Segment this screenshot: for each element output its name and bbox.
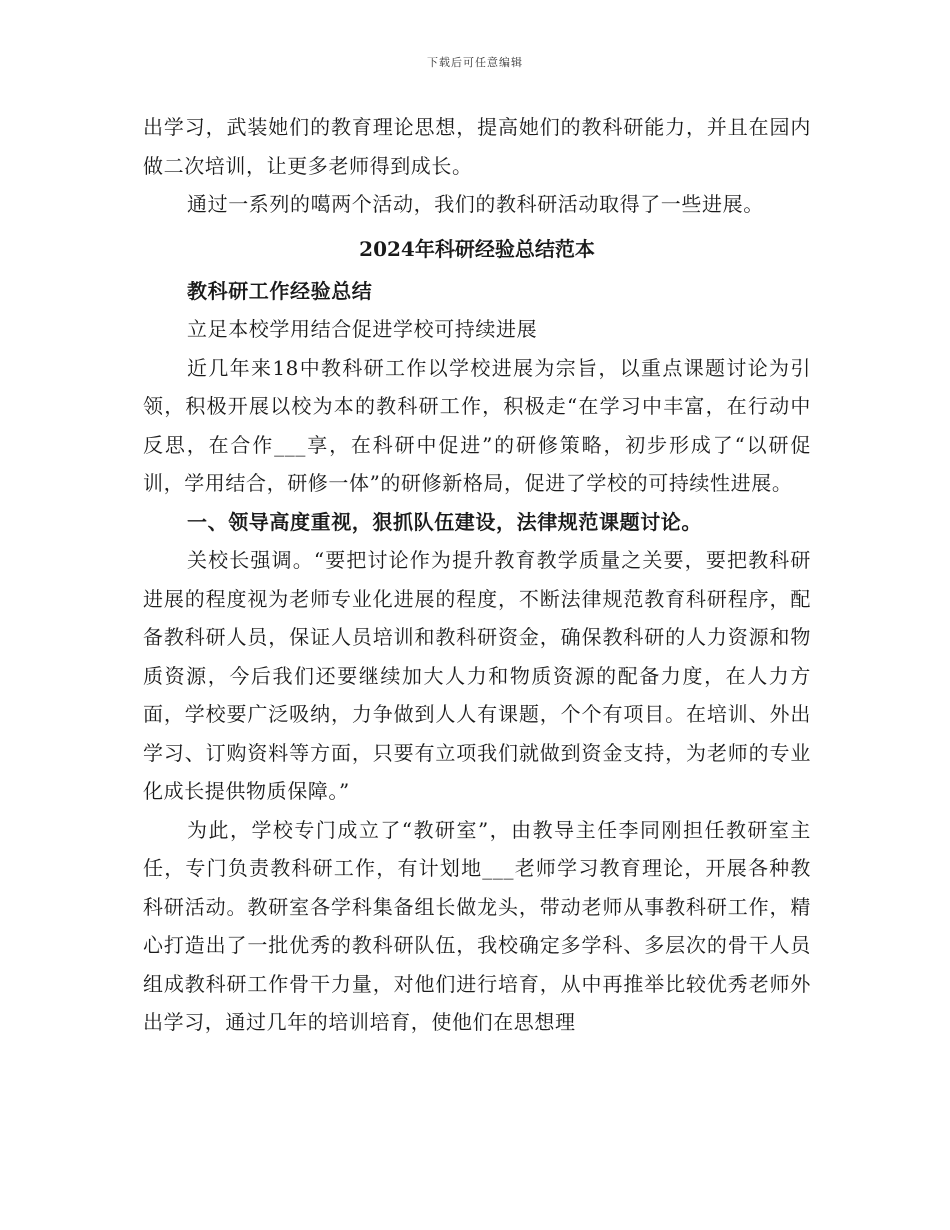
paragraph-intro: 近几年来18中教科研工作以学校进展为宗旨，以重点课题讨论为引领，积极开展以校为本的教科研工作，积极走“在学习中丰富，在行动中反思，在合作___享，在科研中促进”的研修策略，初步形成了“以研促训，学用结合，研修一体”的研修新格局，促进了学校的可持续性进展。 — [143, 355, 811, 495]
page-header-note: 下载后可任意编辑 — [427, 56, 523, 69]
theme-line: 立足本校学用结合促进学校可持续进展 — [187, 317, 538, 341]
section-heading-1: 一、领导高度重视，狠抓队伍建设，法律规范课题讨论。 — [187, 509, 702, 534]
paragraph-activities: 通过一系列的噶两个活动，我们的教科研活动取得了一些进展。 — [187, 192, 764, 216]
document-title: 2024年科研经验总结范本 — [359, 236, 595, 261]
section-subtitle: 教科研工作经验总结 — [187, 278, 373, 303]
document-body — [143, 108, 811, 1042]
paragraph-continued: 出学习，武装她们的教育理论思想，提高她们的教科研能力，并且在园内做二次培训，让更多老师得到成长。 — [143, 115, 811, 178]
paragraph-research-office: 为此，学校专门成立了“教研室”，由教导主任李同刚担任教研室主任，专门负责教科研工作，有计划地___老师学习教育理论，开展各种教科研活动。教研室各学科集备组长做龙头，带动老师从事教科研工作，精心打造出了一批优秀的教科研队伍，我校确定多学科、多层次的骨干人员组成教科研工作骨干力量，对他们进行培育，从中再推举比较优秀老师外出学习，通过几年的培训培育，使他们在思想理 — [143, 817, 811, 1034]
paragraph-principal-quote: 关校长强调。“要把讨论作为提升教育教学质量之关要，要把教科研进展的程度视为老师专业化进展的程度，不断法律规范教育科研程序，配备教科研人员，保证人员培训和教科研资金，确保教科研的人力资源和物质资源，今后我们还要继续加大人力和物质资源的配备力度，在人力方面，学校要广泛吸纳，力争做到人人有课题，个个有项目。在培训、外出学习、订购资料等方面，只要有立项我们就做到资金支持，为老师的专业化成长提供物质保障。” — [143, 548, 811, 803]
